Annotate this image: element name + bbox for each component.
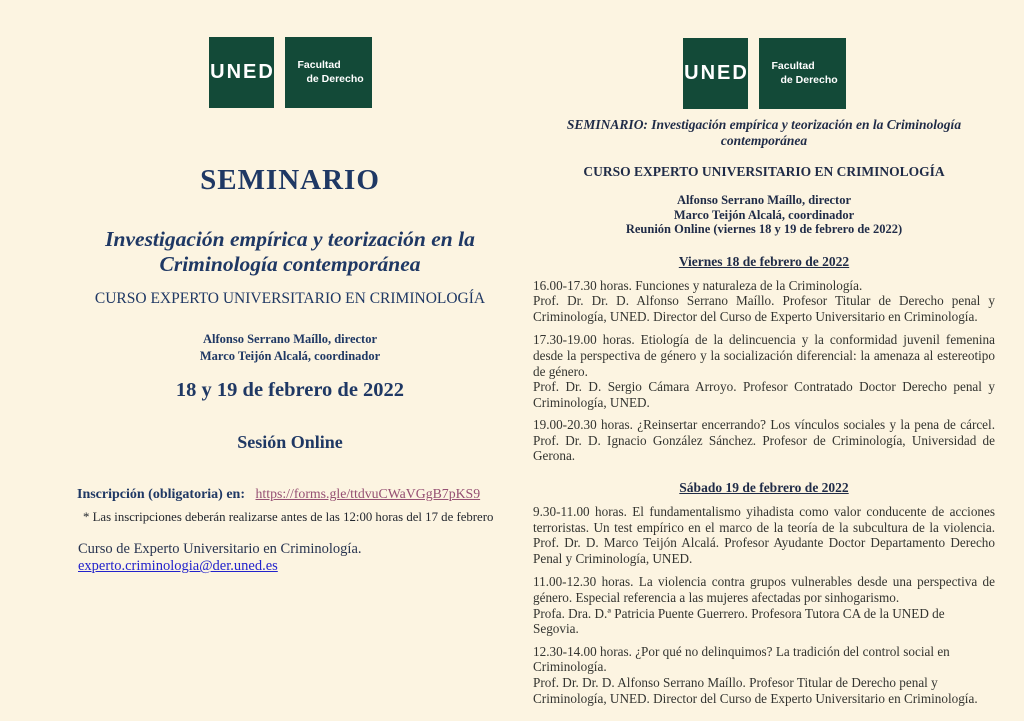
- course-name: CURSO EXPERTO UNIVERSITARIO EN CRIMINOLOGÍA: [94, 290, 486, 308]
- program-line: Criminología, UNED.: [533, 394, 650, 410]
- faculty-name-line1: Facultad: [771, 59, 815, 72]
- program-title-line2: contemporánea: [720, 132, 808, 148]
- program-item: [533, 417, 995, 464]
- contact-course-line: Curso de Experto Universitario en Criminología.: [78, 541, 362, 558]
- faculty-name-line2: de Derecho: [306, 72, 364, 85]
- coordinator-name: Marco Teijón Alcalá, coordinador: [673, 207, 855, 222]
- inscription-deadline-note: * Las inscripciones deberán realizarse antes de las 12:00 horas del 17 de febrero: [83, 510, 494, 525]
- uned-wordmark: UNED: [684, 62, 749, 84]
- program-title-line1: SEMINARIO: Investigación empírica y teorización en la Criminología: [566, 117, 962, 132]
- program-line: Profa. Dra. D.ª Patricia Puente Guerrero. Profesora Tutora CA de la UNED de: [533, 605, 945, 621]
- program-line: género. Especial referencia a las mujeres afectadas por sinhogarismo.: [533, 590, 900, 606]
- program-line: 16.00-17.30 horas. Funciones y naturaleza de la Criminología.: [533, 277, 863, 293]
- uned-faculty-logo-left: [40, 37, 540, 108]
- program-line: Prof. Dr. D. Ignacio González Sánchez. Profesor de Criminología, Universidad de: [533, 432, 995, 448]
- program-line: Gerona.: [533, 448, 576, 464]
- director-name: Alfonso Serrano Maíllo, director: [202, 332, 378, 347]
- faculty-name-line1: Facultad: [297, 58, 341, 71]
- seminar-subtitle-line2: Criminología contemporánea: [159, 252, 421, 277]
- program-line: Penal y Criminología, UNED.: [533, 550, 693, 566]
- uned-logo-square: [683, 38, 748, 109]
- program-line: 9.30-11.00 horas. El fundamentalismo yihadista como valor conducente de acciones: [533, 504, 995, 520]
- program-item: [533, 574, 995, 636]
- program-line: Criminología, UNED. Director del Curso de Experto Universitario en Criminología.: [533, 690, 978, 706]
- uned-faculty-logo-right: [533, 38, 995, 109]
- faculty-logo-square: [759, 38, 846, 109]
- program-item: [533, 278, 995, 325]
- program-line: de género.: [533, 363, 588, 379]
- program-line: Prof. Dr. D. Marco Teijón Alcalá. Profesor Ayudante Doctor Departamento Derecho: [533, 535, 995, 551]
- program-line: 17.30-19.00 horas. Etiología de la delincuencia y la conformidad juvenil femenina: [533, 332, 995, 348]
- program-item: [533, 644, 995, 706]
- program-line: Prof. Dr. Dr. D. Alfonso Serrano Maíllo. Profesor Titular de Derecho penal y: [533, 293, 995, 309]
- meeting-info: Reunión Online (viernes 18 y 19 de febrero de 2022): [625, 222, 903, 237]
- inscription-label: Inscripción (obligatoria) en:: [77, 487, 245, 503]
- seminar-dates: 18 y 19 de febrero de 2022: [175, 379, 405, 402]
- program-item: [533, 332, 995, 410]
- program-item: [533, 504, 995, 566]
- inscription-form-link[interactable]: https://forms.gle/ttdvuCWaVGgB7pKS9: [255, 486, 481, 502]
- session-mode: Sesión Online: [237, 432, 343, 453]
- program-line: Criminología, UNED. Director del Curso de Experto Universitario en Criminología.: [533, 308, 978, 324]
- uned-logo-square: [209, 37, 274, 108]
- staff-names: [40, 331, 540, 365]
- contact-email-link[interactable]: experto.criminologia@der.uned.es: [78, 558, 278, 575]
- program-title: [533, 117, 995, 148]
- seminar-title: SEMINARIO: [200, 164, 380, 196]
- friday-heading: Viernes 18 de febrero de 2022: [678, 253, 850, 269]
- program-line: 11.00-12.30 horas. La violencia contra grupos vulnerables desde una perspectiva de: [533, 574, 995, 590]
- left-panel: [40, 0, 540, 575]
- seminar-subtitle-line1: Investigación empírica y teorización en la: [105, 227, 475, 251]
- right-panel: [533, 0, 995, 706]
- coordinator-name: Marco Teijón Alcalá, coordinador: [199, 349, 381, 364]
- seminar-subtitle: [40, 227, 540, 277]
- program-line: 19.00-20.30 horas. ¿Reinsertar encerrando? Los vínculos sociales y la pena de cárcel.: [533, 417, 995, 433]
- program-line: terroristas. Un test empírico en el marco de la teoría de la subcultura de la violencia.: [533, 519, 995, 535]
- director-name: Alfonso Serrano Maíllo, director: [676, 193, 852, 208]
- program-course-name: CURSO EXPERTO UNIVERSITARIO EN CRIMINOLOGÍA: [583, 164, 945, 180]
- inscription-row: [40, 486, 540, 503]
- program-line: 12.30-14.00 horas. ¿Por qué no delinquimos? La tradición del control social en: [533, 643, 950, 659]
- program-staff: [533, 193, 995, 237]
- program-line: desde la perspectiva de género y la socialización diferencial: la amenaza al estereotipo: [533, 347, 995, 363]
- program-line: Prof. Dr. Dr. D. Alfonso Serrano Maíllo. Profesor Titular de Derecho penal y: [533, 675, 938, 690]
- faculty-logo-square: [285, 37, 372, 108]
- faculty-name-line2: de Derecho: [780, 73, 838, 86]
- program-line: Criminología.: [533, 659, 607, 675]
- uned-wordmark: UNED: [210, 61, 275, 83]
- program-line: Segovia.: [533, 621, 579, 637]
- program-line: Prof. Dr. D. Sergio Cámara Arroyo. Profesor Contratado Doctor Derecho penal y: [533, 379, 995, 395]
- saturday-heading: Sábado 19 de febrero de 2022: [679, 480, 849, 496]
